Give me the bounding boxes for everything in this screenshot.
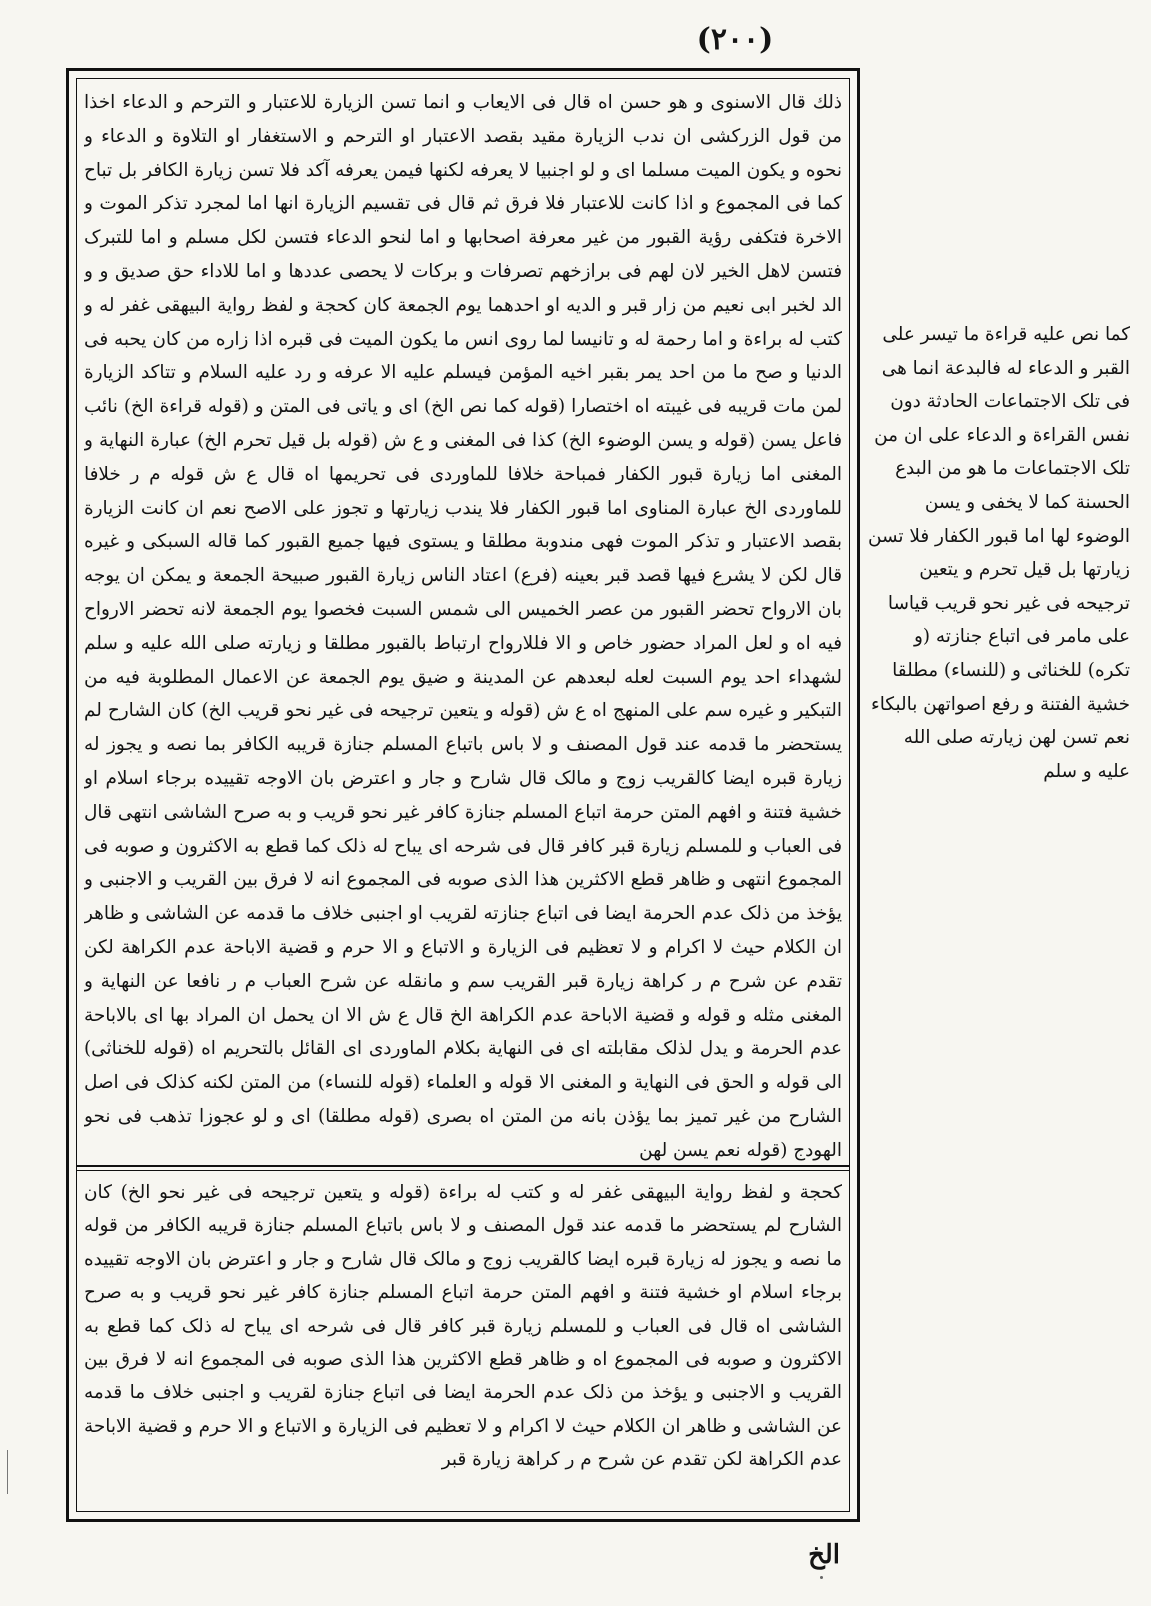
margin-matn-text: کما نص علیه قراءة ما تیسر علی القبر و الدعاء له فالبدعة انما هی فی تلک الاجتماعات الحادثة دون نفس القراءة و الدعاء علی ان من تلک الاجتماعات ما هو من البدع الحسنة کما لا یخفی و یسن الوضوء لها اما قبور الکفار فلا تسن زیارتها بل قیل تحرم و یتعین ترجیحه فی غیر نحو قریب قیاسا علی مامر فی اتباع جنازته (و تکره) للخناثی و (للنساء) مطلقا خشیة الفتنة و رفع اصواتهن بالبکاء نعم تسن لهن زیارته صلی الله علیه و سلم [868,324,1130,782]
section-divider-thin [76,1170,850,1171]
footnote-text: کحجة و لفظ روایة البیهقی غفر له و کتب له براءة (قوله و یتعین ترجیحه فی غیر نحو الخ) کان الشارح لم یستحضر ما قدمه عند قول المصنف و لا باس باتباع المسلم جنازة قریبه الکافر من قوله ما نصه و یجوز له زیارة قبره ایضا کالقریب زوج و مالک قال شارح و جار و اعترض بان الاوجه تقییده برجاء اسلام او خشیة فتنة و افهم المتن حرمة اتباع المسلم جنازة کافر غیر نحو قریب و به صرح الشاشی اه قال فی العباب و للمسلم زیارة قبر کافر قال فی شرحه ای یباح له ذلک کما قطع به الاکثرون و صوبه فی المجموع اه و ظاهر قطع الاکثرین هذا الذی صوبه فی المجموع انه لا فرق بین القریب و الاجنبی و یؤخذ من ذلک عدم الحرمة ایضا فی اتباع جنازة لقریب و اجنبی خلاف ما قدمه عن الشاشی و ظاهر ان الکلام حیث لا اکرام و لا تعظیم فی الزیارة و الاتباع و الا حرم و قضیة الاباحة عدم الکراهة لکن تقدم عن شرح م ر کراهة زیارة قبر [84,1182,842,1471]
section-divider [76,1165,850,1167]
page-number: (٢٠٠) [696,22,774,57]
scan-mark [7,1450,8,1494]
scan-speck [820,1576,823,1579]
main-commentary-text: ذلك قال الاسنوی و هو حسن اه قال فی الایعاب و انما تسن الزیارة للاعتبار و الترحم و الدعاء اخذا من قول الزرکشی ان ندب الزیارة مقید بقصد الاعتبار او الترحم و الاستغفار او التلاوة و الدعاء و نحوه و یکون المیت مسلما ای و لو اجنبیا لا یعرفه لکنها فیمن یعرفه آکد فلا تسن زیارة الکافر بل تباح کما فی المجموع و اذا کانت للاعتبار فلا فرق ثم قال فی تقسیم الزیارة انها اما لمجرد تذکر الموت و الاخرة فتکفی رؤیة القبور من غیر معرفة اصحابها و اما لنحو الدعاء فتسن لکل مسلم و اما للتبرک فتسن لاهل الخیر لان لهم فی برازخهم تصرفات و برکات لا یحصی عددها و اما للاداء حق صدیق و و الد لخبر ابی نعیم من زار قبر و الدیه او احدهما یوم الجمعة کان کحجة و لفظ روایة البیهقی غفر له و کتب له براءة و اما رحمة له و تانیسا لما روی انس ما یکون المیت فی قبره اذا زاره من کان یحبه فی الدنیا و صح ما من احد یمر بقبر اخیه المؤمن فیسلم علیه الا عرفه و رد علیه السلام و تتاکد الزیارة لمن مات قریبه فی غیبته اه اختصارا (قوله کما نص الخ) ای و یاتی فی المتن و (قوله قراءة الخ) نائب فاعل یسن (قوله و یسن الوضوء الخ) کذا فی المغنی و ع ش (قوله بل قیل تحرم الخ) عبارة النهایة و المغنی اما زیارة قبور الکفار فمباحة خلافا للماوردی فی تحریمها اه قال ع ش قوله م ر خلافا للماوردی الخ عبارة المناوی اما قبور الکفار فلا یندب زیارتها و تجوز علی الاصح نعم ان کانت الزیارة بقصد الاعتبار و تذکر الموت فهی مندوبة مطلقا و یستوی فیها جمیع القبور کما قاله السبکی و غیره قال لکن لا یشرع فیها قصد قبر بعینه (فرع) اعتاد الناس زیارة القبور صبیحة الجمعة و یمکن ان یوجه بان الارواح تحضر القبور من عصر الخمیس الی شمس السبت فخصوا یوم الجمعة لانه تحضر الارواح فیه اه و لعل المراد حضور خاص و الا فللارواح ارتباط بالقبور مطلقا و زیارته صلی الله علیه و سلم لشهداء احد یوم السبت لعله لبعدهم عن المدینة و ضیق یوم الجمعة عن الاعمال المطلوبة فیه من التبکیر و غیره سم علی المنهج اه ع ش (قوله و یتعین ترجیحه فی غیر نحو قریب الخ) کان الشارح لم یستحضر ما قدمه عند قول المصنف و لا باس باتباع المسلم جنازة قریبه الکافر بما نصه و یجوز له زیارة قبره ایضا کالقریب زوج و مالک قال شارح و جار و اعترض بان الاوجه تقییده برجاء اسلام او خشیة فتنة و افهم المتن حرمة اتباع المسلم جنازة کافر غیر نحو قریب و به صرح الشاشی انتهی قال فی العباب و للمسلم زیارة قبر کافر قال فی شرحه ای یباح له ذلک کما قطع به الاکثرون و صوبه فی المجموع انتهی و ظاهر قطع الاکثرین هذا الذی صوبه فی المجموع انه لا فرق بین القریب و الاجنبی و یؤخذ من ذلک عدم الحرمة ایضا فی اتباع جنازته لقریب او اجنبی خلاف ما قدمه عن الشاشی و ظاهر ان الکلام حیث لا اکرام و لا تعظیم فی الزیارة و الاتباع و الا حرم و قضیة الاباحة عدم الکراهة لکن تقدم عن شرح م ر کراهة زیارة قبر القریب سم و مانقله عن شرح العباب م ر نافعا عن النهایة و المغنی مثله و قوله و قضیة الاباحة عدم الکراهة الخ قال ع ش الا ان یحمل ان المراد بها ای بالاباحة عدم الحرمة و یدل لذلک مقابلته ای فی النهایة بکلام الماوردی ای القائل بالتحریم اه (قوله للخناثی) الی قوله و الحق فی النهایة و المغنی الا قوله و العلماء (قوله للنساء) من المتن لکنه کذلک فی اصل الشارح من غیر تمیز بما یؤذن بانه من المتن اه بصری (قوله مطلقا) ای و لو عجوزا تذهب فی نحو الهودج (قوله نعم یسن لهن [84,92,842,1161]
catchword: الخ [808,1540,840,1570]
